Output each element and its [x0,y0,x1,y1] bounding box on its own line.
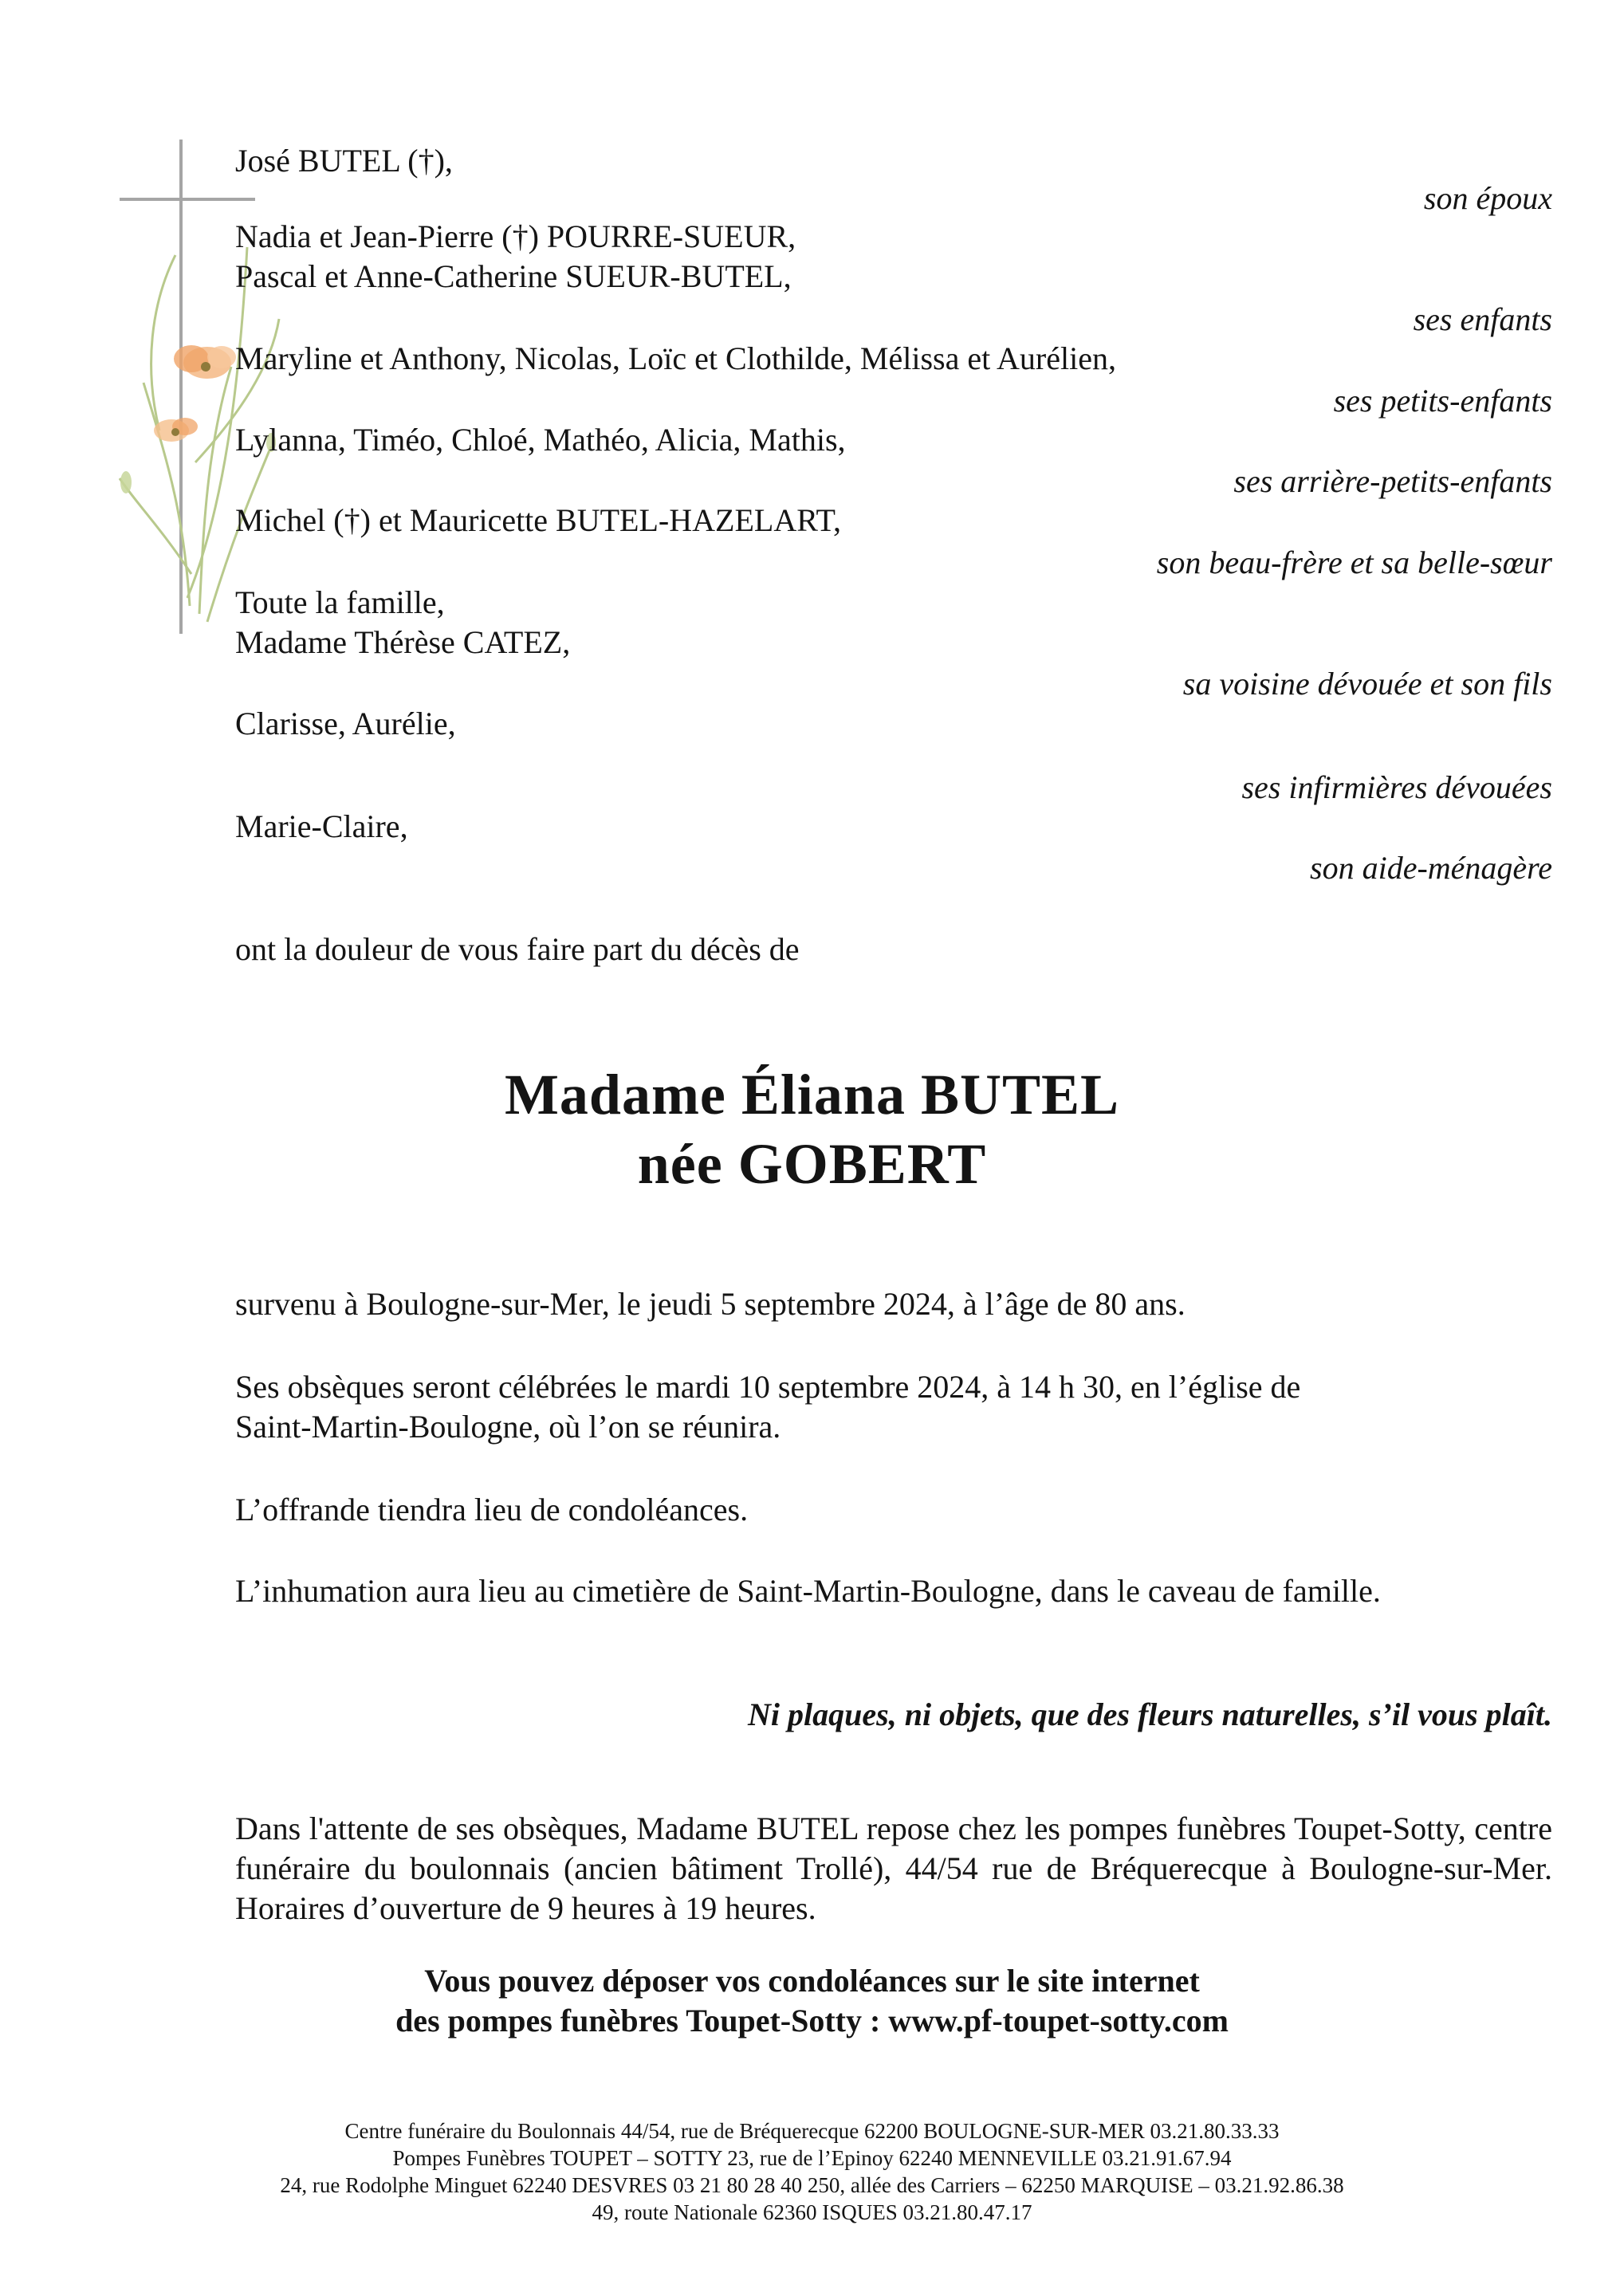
family-member-line: Michel (†) et Mauricette BUTEL-HAZELART, [235,502,841,538]
rest-details-paragraph: Dans l'attente de ses obsèques, Madame BUTEL repose chez les pompes funèbres Toupet-Sotty, centre funéraire du boulonnais (ancien bâtiment Trollé), 44/54 rue de Bréquerecque à Boulogne-sur-Mer. Horaires d’ouverture de 9 heures à 19 heures. [235,1810,1552,1926]
relation-label: son beau-frère et sa belle-sœur [1156,545,1552,580]
condolences-line1: Vous pouvez déposer vos condoléances sur le site internet [424,1963,1200,1999]
footer-address-line: Centre funéraire du Boulonnais 44/54, rue de Bréquerecque 62200 BOULOGNE-SUR-MER 03.21.80.33.33 [344,2119,1280,2143]
relation-label: son aide-ménagère [1310,850,1552,886]
family-member-line: Lylanna, Timéo, Chloé, Mathéo, Alicia, Mathis, [235,422,846,458]
family-member-line: Toute la famille, [235,584,445,620]
relation-label: ses petits-enfants [1333,383,1552,419]
family-member-line: Pascal et Anne-Catherine SUEUR-BUTEL, [235,258,792,294]
funeral-details-line2: Saint-Martin-Boulogne, où l’on se réunira. [235,1409,781,1445]
funeral-details-line1: Ses obsèques seront célébrées le mardi 10 septembre 2024, à 14 h 30, en l’église de [235,1369,1301,1405]
death-details: survenu à Boulogne-sur-Mer, le jeudi 5 septembre 2024, à l’âge de 80 ans. [235,1286,1186,1322]
condolences-line2: des pompes funèbres Toupet-Sotty : www.pf-toupet-sotty.com [395,2003,1229,2038]
announcement-text: ont la douleur de vous faire part du décès de [235,931,800,967]
relation-label: ses arrière-petits-enfants [1233,463,1552,499]
family-member-line: Marie-Claire, [235,808,408,844]
offering-note: L’offrande tiendra lieu de condoléances. [235,1492,749,1527]
family-member-line: Madame Thérèse CATEZ, [235,624,571,660]
family-member-line: Clarisse, Aurélie, [235,706,456,741]
family-member-line: Maryline et Anthony, Nicolas, Loïc et Clothilde, Mélissa et Aurélien, [235,340,1116,376]
deceased-name: Madame Éliana BUTEL [504,1063,1120,1126]
family-member-line: Nadia et Jean-Pierre (†) POURRE-SUEUR, [235,218,796,254]
family-member-line: José BUTEL (†), [235,143,453,179]
relation-label: ses infirmières dévouées [1241,769,1552,805]
cross-with-flowers-illustration [112,128,287,638]
relation-label: son époux [1423,180,1552,216]
relation-label: ses enfants [1413,301,1552,337]
relation-label: sa voisine dévouée et son fils [1182,666,1552,702]
flowers-request: Ni plaques, ni objets, que des fleurs naturelles, s’il vous plaît. [748,1696,1552,1732]
deceased-maiden-name: née GOBERT [637,1132,987,1196]
burial-details: L’inhumation aura lieu au cimetière de Saint-Martin-Boulogne, dans le caveau de famille. [235,1573,1381,1609]
footer-address-line: 49, route Nationale 62360 ISQUES 03.21.80.47.17 [592,2200,1032,2224]
footer-address-line: Pompes Funèbres TOUPET – SOTTY 23, rue de l’Epinoy 62240 MENNEVILLE 03.21.91.67.94 [392,2146,1232,2170]
footer-address-line: 24, rue Rodolphe Minguet 62240 DESVRES 03 21 80 28 40 250, allée des Carriers – 62250 MARQUISE – 03.21.92.86.38 [280,2173,1344,2197]
